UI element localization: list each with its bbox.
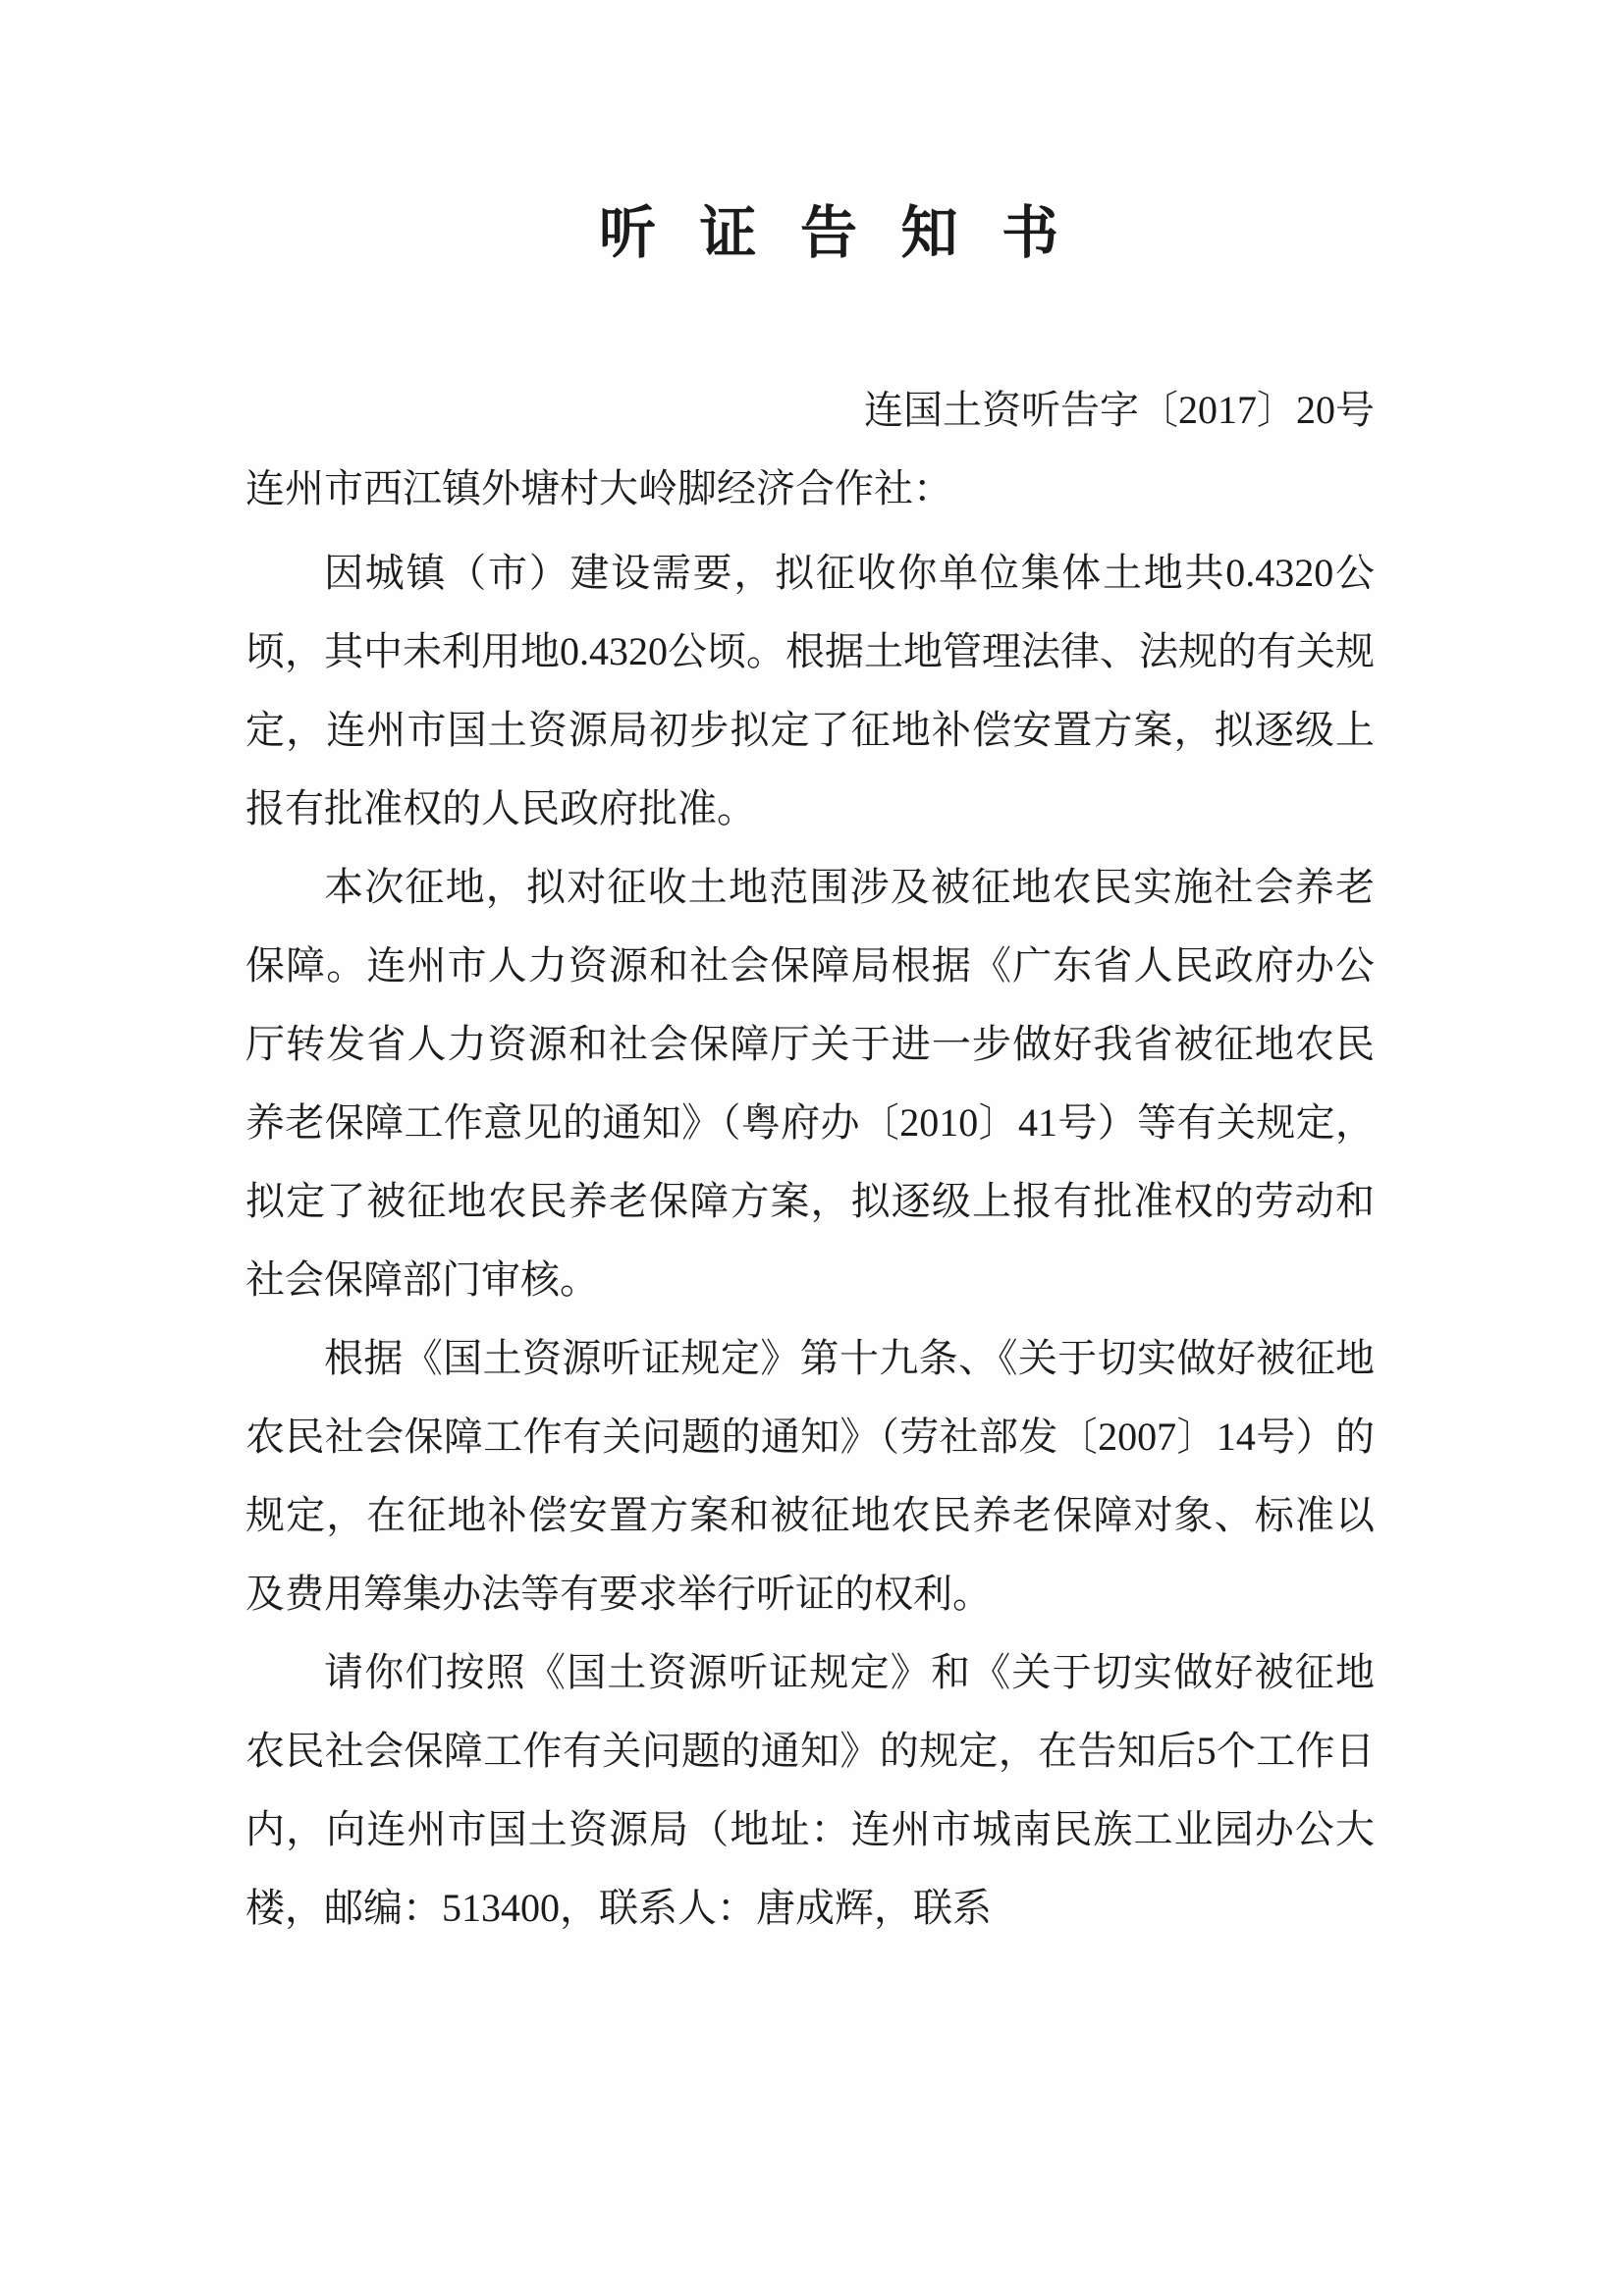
document-body bbox=[245, 534, 1375, 1948]
document-title: 听 证 告 知 书 bbox=[598, 201, 1060, 265]
paragraph-1: 因城镇（市）建设需要，拟征收你单位集体土地共0.4320公顷，其中未利用地0.4320公顷。根据土地管理法律、法规的有关规定，连州市国土资源局初步拟定了征地补偿安置方案，拟逐级上报有批准权的人民政府批准。 bbox=[245, 551, 1375, 830]
addressee-line: 连州市西江镇外塘村大岭脚经济合作社： bbox=[245, 466, 952, 510]
paragraph-2: 本次征地，拟对征收土地范围涉及被征地农民实施社会养老保障。连州市人力资源和社会保障局根据《广东省人民政府办公厅转发省人力资源和社会保障厅关于进一步做好我省被征地农民养老保障工作意见的通知》（粤府办〔2010〕41号）等有关规定，拟定了被征地农民养老保障方案，拟逐级上报有批准权的劳动和社会保障部门审核。 bbox=[245, 865, 1375, 1302]
paragraph-3: 根据《国土资源听证规定》第十九条、《关于切实做好被征地农民社会保障工作有关问题的通知》（劳社部发〔2007〕14号）的规定，在征地补偿安置方案和被征地农民养老保障对象、标准以及费用筹集办法等有要求举行听证的权利。 bbox=[245, 1336, 1375, 1616]
document-number: 连国土资听告字〔2017〕20号 bbox=[864, 388, 1375, 432]
paragraph-4: 请你们按照《国土资源听证规定》和《关于切实做好被征地农民社会保障工作有关问题的通知》的规定，在告知后5个工作日内，向连州市国土资源局（地址：连州市城南民族工业园办公大楼，邮编：513400，联系人：唐成辉，联系 bbox=[245, 1650, 1375, 1930]
